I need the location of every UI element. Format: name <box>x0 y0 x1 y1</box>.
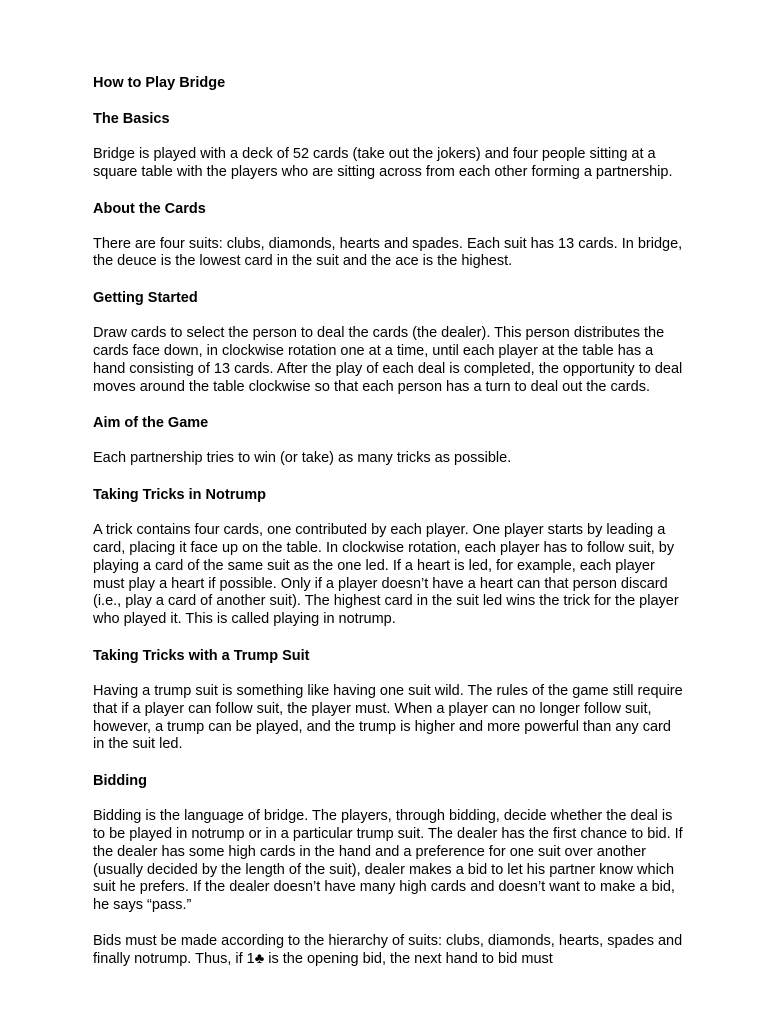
paragraph-the-basics: Bridge is played with a deck of 52 cards (take out the jokers) and four people sitting at a square table with the players who are sitting across from each other forming a partnership. <box>93 146 673 180</box>
document-page <box>93 74 683 969</box>
section-heading-getting-started: Getting Started <box>93 290 198 307</box>
paragraph-aim-of-the-game: Each partnership tries to win (or take) as many tricks as possible. <box>93 450 512 467</box>
section-heading-taking-tricks-trump: Taking Tricks with a Trump Suit <box>93 647 310 664</box>
section-heading-about-the-cards: About the Cards <box>93 200 206 217</box>
section-heading-taking-tricks-notrump: Taking Tricks in Notrump <box>93 487 266 504</box>
section-heading-the-basics: The Basics <box>93 111 170 127</box>
paragraph-taking-tricks-notrump: A trick contains four cards, one contributed by each player. One player starts by leading a card, placing it face up on the table. In clockwise rotation, each player has to follow suit, by playing a card of the same suit as the one led. If a heart is led, for example, each player must play a heart if possible. Only if a player doesn’t have a heart can that person discard (i.e., play a card of another suit). The highest card in the suit led wins the trick for the player who played it. This is called playing in notrump. <box>93 522 679 628</box>
section-heading-aim-of-the-game: Aim of the Game <box>93 415 209 432</box>
paragraph-taking-tricks-trump: Having a trump suit is something like having one suit wild. The rules of the game still require that if a player can follow suit, the player must. When a player can no longer follow suit, however, a trump can be played, and the trump is higher and more powerful than any card in the suit led. <box>93 682 683 753</box>
paragraph-bidding-2: Bids must be made according to the hierarchy of suits: clubs, diamonds, hearts, spades and finally notrump. Thus, if 1♣ is the opening bid, the next hand to bid must <box>93 932 683 967</box>
document-title: How to Play Bridge <box>93 75 226 91</box>
paragraph-getting-started: Draw cards to select the person to deal the cards (the dealer). This person distributes the cards face down, in clockwise rotation one at a time, until each player at the table has a hand consisting of 13 cards. After the play of each deal is completed, the opportunity to deal moves around the table clockwise so that each person has a turn to deal out the cards. <box>93 325 683 395</box>
paragraph-about-the-cards: There are four suits: clubs, diamonds, hearts and spades. Each suit has 13 cards. In bridge, the deuce is the lowest card in the suit and the ace is the highest. <box>93 235 683 270</box>
paragraph-bidding-1: Bidding is the language of bridge. The players, through bidding, decide whether the deal is to be played in notrump or in a particular trump suit. The dealer has the first chance to bid. If the dealer has some high cards in the hand and a preference for one suit over another (usually decided by the length of the suit), dealer makes a bid to let his partner know which suit he prefers. If the dealer doesn’t have many high cards and doesn’t want to make a bid, he says “pass.” <box>93 808 683 914</box>
section-heading-bidding: Bidding <box>93 773 147 790</box>
